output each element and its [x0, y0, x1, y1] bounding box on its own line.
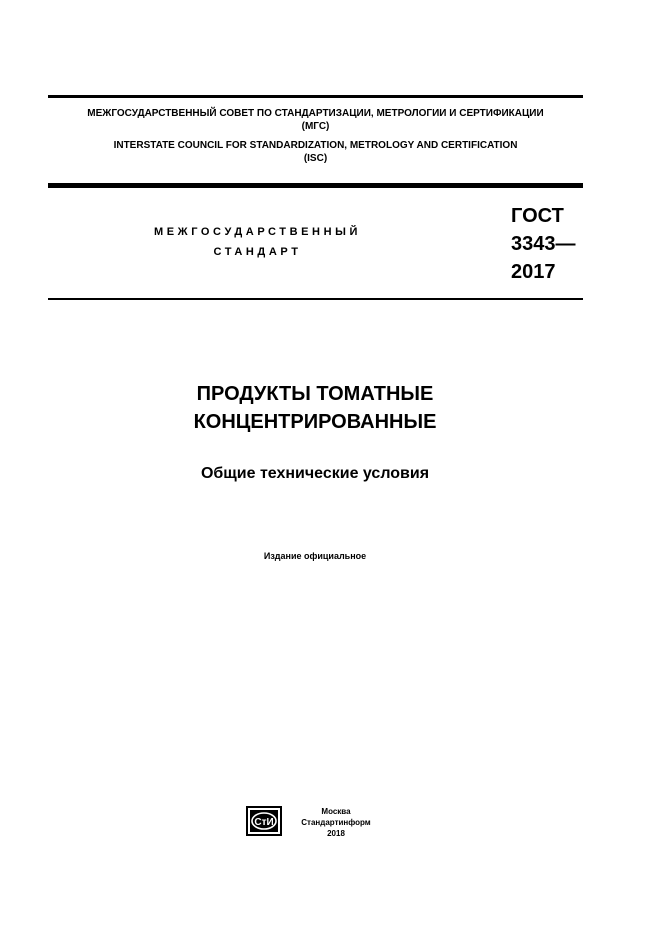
designation-rule: [48, 298, 583, 300]
edition-label: Издание официальное: [263, 551, 367, 561]
title-line2: КОНЦЕНТРИРОВАННЫЕ: [193, 411, 437, 433]
publisher-block: [292, 806, 380, 839]
gost-number: 3343—: [511, 233, 576, 255]
logo-text: СтИ: [254, 817, 274, 828]
standard-type-line2: СТАНДАРТ: [213, 246, 302, 258]
title-line1: ПРОДУКТЫ ТОМАТНЫЕ: [196, 383, 434, 405]
publisher-name: Стандартинформ: [301, 818, 371, 827]
top-rule: [48, 95, 583, 98]
council-ru-name: МЕЖГОСУДАРСТВЕННЫЙ СОВЕТ ПО СТАНДАРТИЗАЦИИ, МЕТРОЛОГИИ И СЕРТИФИКАЦИИ: [87, 108, 544, 119]
subtitle: Общие технические условия: [200, 465, 430, 482]
publisher-city: Москва: [321, 807, 351, 816]
header-thick-rule: [48, 183, 583, 188]
council-en-name: INTERSTATE COUNCIL FOR STANDARDIZATION, METROLOGY AND CERTIFICATION: [113, 140, 518, 151]
council-en-abbr: (ISC): [303, 153, 328, 164]
gost-prefix: ГОСТ: [511, 205, 564, 227]
gost-designation: [511, 202, 576, 286]
gost-year: 2017: [511, 261, 556, 283]
council-ru-abbr: (МГС): [301, 121, 330, 132]
standard-type-line1: МЕЖГОСУДАРСТВЕННЫЙ: [153, 226, 362, 238]
standartinform-logo: [246, 806, 282, 836]
publisher-year: 2018: [327, 829, 345, 838]
